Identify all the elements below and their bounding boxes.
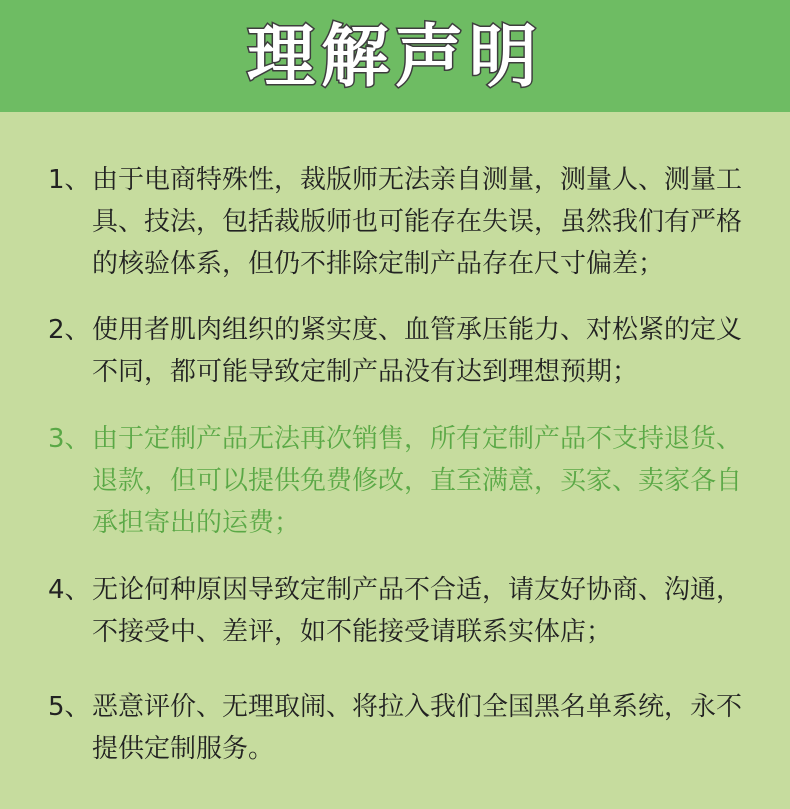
statement-number: 5、 xyxy=(48,692,91,722)
statement-item-1 xyxy=(48,159,748,285)
statement-number: 4、 xyxy=(48,575,91,605)
statement-number: 1、 xyxy=(48,165,91,195)
statement-text: 由于电商特殊性，裁版师无法亲自测量，测量人、测量工具、技法，包括裁版师也可能存在失误，虽然我们有严格的核验体系，但仍不排除定制产品存在尺寸偏差； xyxy=(92,165,743,279)
statement-item-4 xyxy=(48,569,748,653)
statement-item-3 xyxy=(48,418,748,544)
statement-number: 3、 xyxy=(48,424,91,454)
statement-text: 恶意评价、无理取闹、将拉入我们全国黑名单系统，永不提供定制服务。 xyxy=(92,692,743,764)
statement-number: 2、 xyxy=(48,315,91,345)
statement-text: 使用者肌肉组织的紧实度、血管承压能力、对松紧的定义不同，都可能导致定制产品没有达到理想预期； xyxy=(92,315,743,387)
statement-text: 由于定制产品无法再次销售，所有定制产品不支持退货、退款，但可以提供免费修改，直至满意，买家、卖家各自承担寄出的运费； xyxy=(92,424,743,538)
statement-item-5 xyxy=(48,686,748,770)
statement-text: 无论何种原因导致定制产品不合适，请友好协商、沟通，不接受中、差评，如不能接受请联系实体店； xyxy=(92,575,743,647)
statement-item-2 xyxy=(48,309,748,393)
page-title: 理解声明 xyxy=(246,18,543,97)
